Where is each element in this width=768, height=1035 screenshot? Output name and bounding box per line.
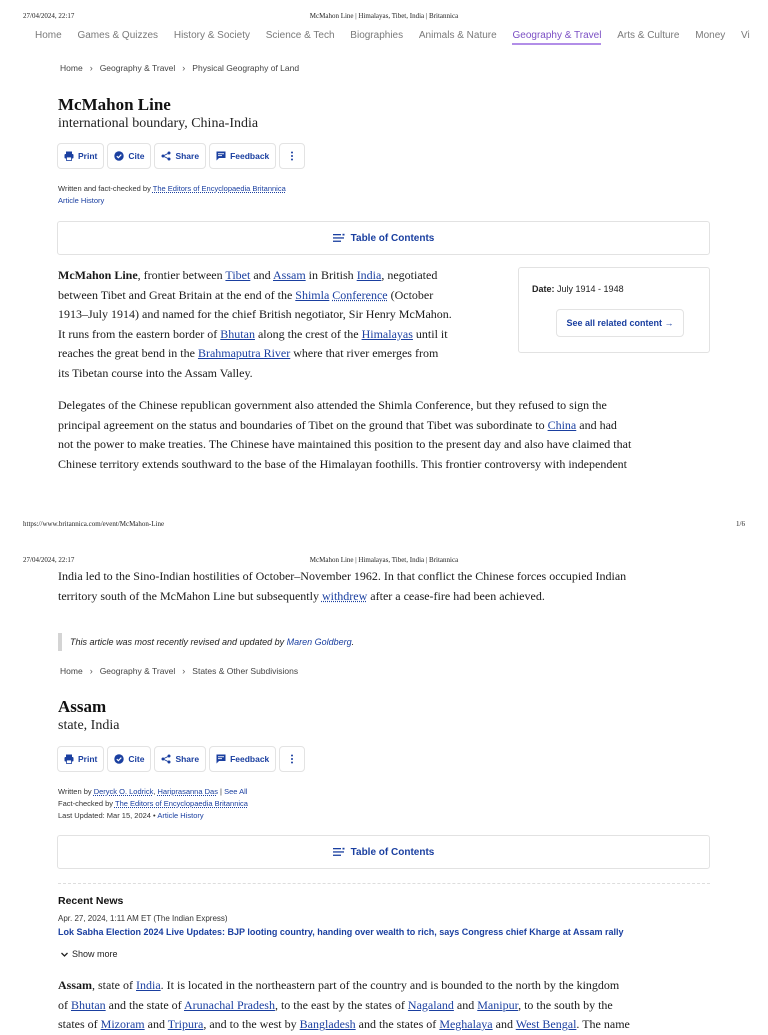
breadcrumb-assam (60, 666, 298, 676)
share-icon (161, 151, 171, 161)
link-himalayas[interactable]: Himalayas (361, 326, 413, 341)
link-conference[interactable]: Conference (332, 287, 388, 302)
link-manipur[interactable]: Manipur (477, 997, 519, 1012)
assam-paragraph: Assam, state of India. It is located in the northeastern part of the country and is bounded to the north by the kingdom of Bhutan and the state of Arunachal Pradesh, to the east by the states of Nagaland and Manipur, to the south by the states of Mizoram and Tripura, and to the west by Bangladesh and the states of Meghalaya and West Bengal. The name (58, 978, 630, 1032)
print-timestamp: 27/04/2024, 22:17 (23, 12, 75, 20)
link-bhutan[interactable]: Bhutan (71, 997, 106, 1012)
assam-toolbar (57, 746, 305, 772)
assam-credits: Written by Deryck O. Lodrick, Hariprasanna Das | See All Fact-checked by The Editors of Encyclopaedia Britannica Last Updated: Mar 15, 2024 • Article History (58, 787, 248, 820)
link-brahmaputra[interactable]: Brahmaputra River (197, 346, 291, 361)
author-link[interactable]: Maren Goldberg (286, 637, 352, 647)
table-of-contents-button[interactable]: Table of Contents (57, 835, 710, 869)
top-navigation (35, 30, 768, 46)
chevron-down-icon (60, 950, 69, 959)
show-more-button[interactable]: Show more (60, 949, 118, 959)
list-icon (333, 233, 345, 243)
more-vertical-icon (287, 754, 297, 764)
date-fact: Date: July 1914 - 1948 (532, 284, 624, 294)
chevron-right-icon: › (89, 666, 93, 676)
nav-videos[interactable]: Vi (741, 30, 750, 41)
cite-button[interactable]: Cite (107, 746, 151, 772)
link-withdrew[interactable]: withdrew (321, 588, 368, 603)
article-history-link[interactable]: Article History (157, 811, 204, 820)
share-button[interactable]: Share (154, 746, 206, 772)
nav-science-tech[interactable]: Science & Tech (265, 30, 335, 41)
link-tibet[interactable]: Tibet (225, 268, 251, 282)
cite-button[interactable]: Cite (107, 143, 151, 169)
more-options-button[interactable] (279, 746, 305, 772)
article-history-link[interactable]: Article History (58, 196, 105, 205)
news-date: Apr. 27, 2024, 1:11 AM ET (The Indian Express) (58, 914, 228, 923)
author-link-lodrick[interactable]: Deryck O. Lodrick (93, 787, 154, 796)
link-tripura[interactable]: Tripura (167, 1017, 204, 1032)
author-link-das[interactable]: Hariprasanna Das (157, 787, 218, 796)
nav-games-quizzes[interactable]: Games & Quizzes (77, 30, 159, 41)
editors-link[interactable]: The Editors of Encyclopaedia Britannica (114, 799, 248, 808)
article-paragraph: McMahon Line, frontier between Tibet and Assam in British India, negotiated between Tibet and Great Britain at the end of the Shimla Conference (October 1913–July 1914) and named for the chief British negotiator, Sir Henry McMahon. It runs from the eastern border of Bhutan along the crest of the Himalayas until it reaches the great bend in the Brahmaputra River where that river emerges from its Tibetan course into the Assam Valley. (58, 268, 452, 380)
see-all-authors-link[interactable]: See All (224, 787, 248, 796)
breadcrumb-states[interactable]: States & Other Subdivisions (192, 666, 299, 676)
nav-animals-nature[interactable]: Animals & Nature (418, 30, 497, 41)
feedback-icon (216, 754, 226, 764)
news-headline-link[interactable]: Lok Sabha Election 2024 Live Updates: BJP looting country, handing over wealth to rich, says Congress chief Kharge at Assam rally (58, 927, 624, 937)
breadcrumb-physical-geography[interactable]: Physical Geography of Land (192, 63, 300, 73)
print-button[interactable]: Print (57, 143, 104, 169)
page-title: McMahon Line (58, 95, 171, 114)
article-paragraph-2-cont: India led to the Sino-Indian hostilities of October–November 1962. In that conflict the Chinese forces occupied Indian territory south of the McMahon Line but subsequently withdrew after a cease-fire had been achieved. (58, 569, 627, 603)
article-paragraph-2: Delegates of the Chinese republican government also attended the Shimla Conference, but they refused to sign the principal agreement on the status and boundaries of Tibet on the ground that Tibet was subordinate to China and had not the power to make treaties. The Chinese have maintained this position to the present day and also have claimed that Chinese territory extends southward to the base of the Himalayan foothills. This frontier controversy with independent (58, 398, 632, 471)
breadcrumb-home[interactable]: Home (60, 63, 83, 73)
nav-home[interactable]: Home (35, 30, 62, 41)
article-credits: Written and fact-checked by The Editors of Encyclopaedia Britannica Article History (58, 184, 286, 205)
breadcrumb (60, 63, 299, 73)
more-options-button[interactable] (279, 143, 305, 169)
check-badge-icon (114, 151, 124, 161)
print-header-page2: 27/04/2024, 22:17 McMahon Line | Himalayas, Tibet, India | Britannica (23, 556, 459, 564)
breadcrumb-home[interactable]: Home (60, 666, 83, 676)
feedback-button[interactable]: Feedback (209, 143, 276, 169)
more-vertical-icon (287, 151, 297, 161)
link-mizoram[interactable]: Mizoram (100, 1017, 145, 1032)
link-bhutan[interactable]: Bhutan (220, 326, 255, 341)
table-of-contents-button[interactable]: Table of Contents (57, 221, 710, 255)
share-button[interactable]: Share (154, 143, 206, 169)
chevron-right-icon: › (182, 666, 186, 676)
facts-sidebar (518, 267, 710, 353)
check-badge-icon (114, 754, 124, 764)
print-page-number: 1/6 (736, 520, 745, 528)
link-arunachal-pradesh[interactable]: Arunachal Pradesh (183, 997, 275, 1012)
print-button[interactable]: Print (57, 746, 104, 772)
chevron-right-icon: › (182, 63, 186, 73)
breadcrumb-geography[interactable]: Geography & Travel (99, 666, 176, 676)
assam-title: Assam (58, 697, 107, 716)
link-bangladesh[interactable]: Bangladesh (299, 1017, 356, 1032)
link-nagaland[interactable]: Nagaland (407, 997, 454, 1012)
breadcrumb-geography[interactable]: Geography & Travel (99, 63, 176, 73)
chevron-right-icon: › (89, 63, 93, 73)
revision-note: This article was most recently revised and updated by Maren Goldberg. (58, 633, 710, 651)
share-icon (161, 754, 171, 764)
link-meghalaya[interactable]: Meghalaya (439, 1017, 493, 1032)
page-subtitle: international boundary, China-India (58, 116, 259, 131)
list-icon (333, 847, 345, 857)
divider (58, 883, 710, 884)
print-page-title: McMahon Line | Himalayas, Tibet, India | Britannica (309, 12, 459, 20)
editors-link[interactable]: The Editors of Encyclopaedia Britannica (152, 184, 286, 193)
recent-news-heading: Recent News (58, 895, 124, 907)
nav-history-society[interactable]: History & Society (173, 30, 250, 41)
article-toolbar (57, 143, 305, 169)
link-west-bengal[interactable]: West Bengal (515, 1017, 577, 1032)
nav-geography-travel[interactable]: Geography & Travel (512, 30, 601, 45)
link-india[interactable]: India (356, 268, 382, 282)
printer-icon (64, 754, 74, 764)
feedback-icon (216, 151, 226, 161)
print-url: https://www.britannica.com/event/McMahon-Line (23, 520, 165, 528)
see-related-content-button[interactable]: See all related content → (556, 309, 684, 337)
nav-arts-culture[interactable]: Arts & Culture (617, 30, 680, 41)
nav-biographies[interactable]: Biographies (350, 30, 404, 41)
feedback-button[interactable]: Feedback (209, 746, 276, 772)
assam-subtitle: state, India (58, 718, 120, 733)
print-header (0, 0, 768, 20)
link-india[interactable]: India (136, 978, 161, 992)
link-assam[interactable]: Assam (273, 268, 306, 282)
printer-icon (64, 151, 74, 161)
nav-money[interactable]: Money (695, 30, 726, 41)
link-china[interactable]: China (547, 417, 577, 432)
link-shimla[interactable]: Shimla (295, 287, 330, 302)
